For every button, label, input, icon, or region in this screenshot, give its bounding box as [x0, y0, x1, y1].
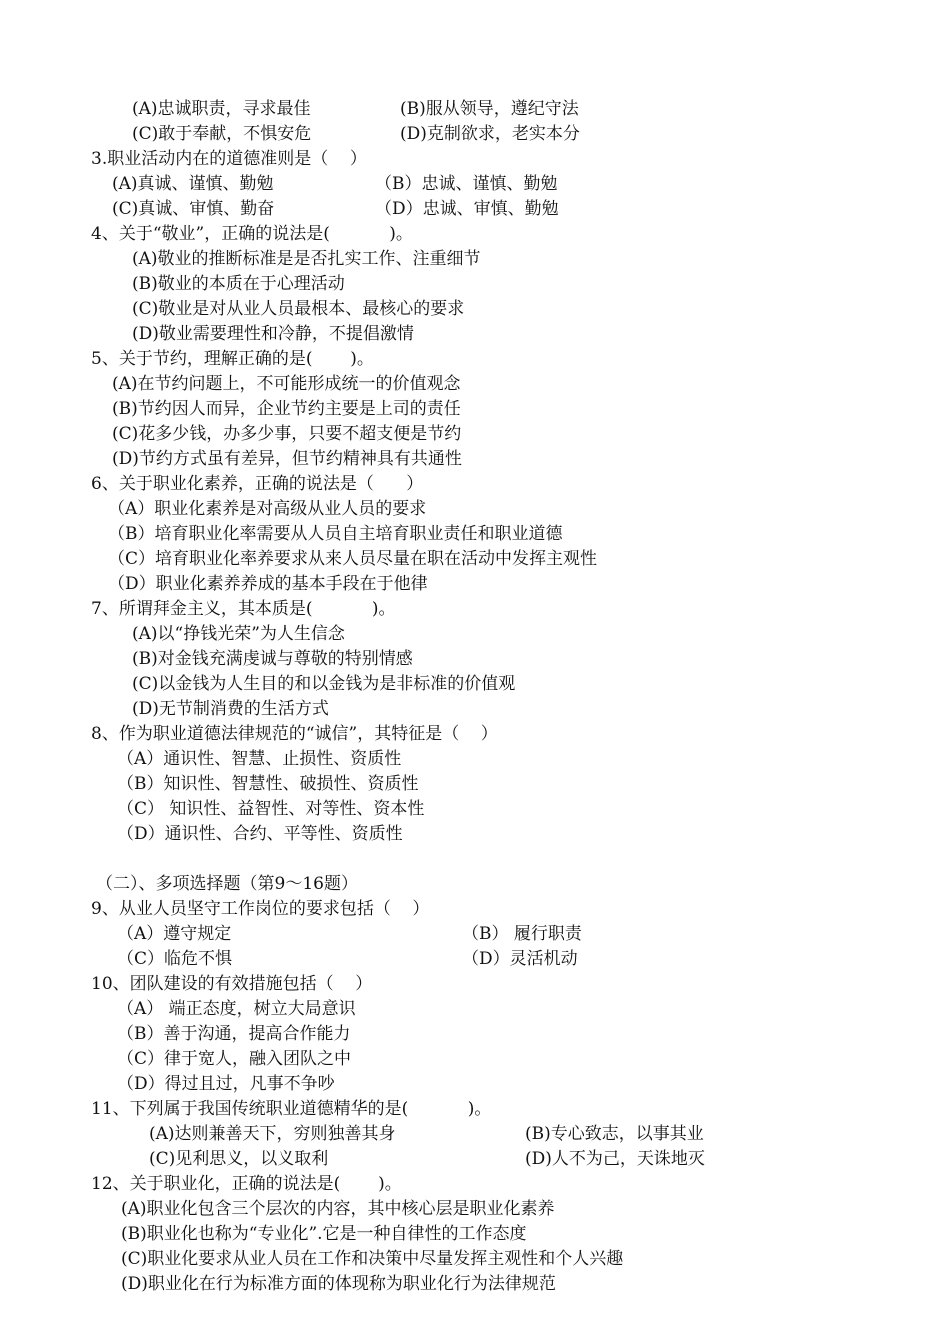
q10-option-a: （A） 端正态度，树立大局意识 — [117, 999, 356, 1019]
q4-option-c: (C)敬业是对从业人员最根本、最核心的要求 — [132, 299, 465, 319]
q2-option-c: (C)敢于奉献，不惧安危 — [132, 124, 312, 144]
q9-option-b: （B） 履行职责 — [462, 924, 582, 944]
q3-option-a: (A)真诚、谨慎、勤勉 — [112, 174, 274, 194]
q10-option-d: （D）得过且过，凡事不争吵 — [117, 1074, 335, 1094]
question-4: 4、关于“敬业”，正确的说法是( )。 — [91, 224, 413, 244]
q12-option-c: (C)职业化要求从业人员在工作和决策中尽量发挥主观性和个人兴趣 — [121, 1249, 624, 1269]
q6-option-d: （D）职业化素养养成的基本手段在于他律 — [108, 574, 428, 594]
question-6: 6、关于职业化素养，正确的说法是（ ） — [91, 474, 424, 494]
question-5: 5、关于节约，理解正确的是( )。 — [91, 349, 374, 369]
q5-option-b: (B)节约因人而异，企业节约主要是上司的责任 — [112, 399, 461, 419]
question-9: 9、从业人员坚守工作岗位的要求包括（ ） — [91, 899, 430, 919]
q12-option-b: (B)职业化也称为“专业化”.它是一种自律性的工作态度 — [121, 1224, 527, 1244]
q6-option-b: （B）培育职业化率需要从人员自主培育职业责任和职业道德 — [108, 524, 563, 544]
q9-option-c: （C）临危不惧 — [117, 949, 233, 969]
q5-option-d: (D)节约方式虽有差异，但节约精神具有共通性 — [112, 449, 462, 469]
q8-option-a: （A）通识性、智慧、止损性、资质性 — [117, 749, 402, 769]
q4-option-a: (A)敬业的推断标准是是否扎实工作、注重细节 — [132, 249, 481, 269]
question-7: 7、所谓拜金主义，其本质是( )。 — [91, 599, 396, 619]
question-11: 11、下列属于我国传统职业道德精华的是( )。 — [91, 1099, 492, 1119]
q7-option-a: (A)以“挣钱光荣”为人生信念 — [132, 624, 345, 644]
q8-option-d: （D）通识性、合约、平等性、资质性 — [117, 824, 403, 844]
q2-option-b: (B)服从领导，遵纪守法 — [400, 99, 579, 119]
question-10: 10、团队建设的有效措施包括（ ） — [91, 974, 373, 994]
q7-option-b: (B)对金钱充满虔诚与尊敬的特别情感 — [132, 649, 413, 669]
q8-option-c: （C） 知识性、益智性、对等性、资本性 — [117, 799, 425, 819]
q2-option-a: (A)忠诚职责，寻求最佳 — [132, 99, 311, 119]
q8-option-b: （B）知识性、智慧性、破损性、资质性 — [117, 774, 419, 794]
q3-option-d: （D）忠诚、审慎、勤勉 — [375, 199, 559, 219]
q11-option-b: (B)专心致志，以事其业 — [525, 1124, 704, 1144]
q6-option-a: （A）职业化素养是对高级从业人员的要求 — [108, 499, 427, 519]
q11-option-c: (C)见利思义，以义取利 — [149, 1149, 329, 1169]
question-3: 3.职业活动内在的道德准则是（ ） — [91, 149, 367, 169]
q12-option-a: (A)职业化包含三个层次的内容，其中核心层是职业化素养 — [121, 1199, 555, 1219]
q10-option-c: （C）律于宽人，融入团队之中 — [117, 1049, 352, 1069]
q6-option-c: （C）培育职业化率养要求从来人员尽量在职在活动中发挥主观性 — [108, 549, 598, 569]
q3-option-b: （B）忠诚、谨慎、勤勉 — [375, 174, 558, 194]
q11-option-d: (D)人不为己，天诛地灭 — [525, 1149, 705, 1169]
q4-option-d: (D)敬业需要理性和冷静，不提倡激情 — [132, 324, 414, 344]
q4-option-b: (B)敬业的本质在于心理活动 — [132, 274, 345, 294]
q3-option-c: (C)真诚、审慎、勤奋 — [112, 199, 275, 219]
q9-option-a: （A）遵守规定 — [117, 924, 232, 944]
question-8: 8、作为职业道德法律规范的“诚信”，其特征是（ ） — [91, 724, 498, 744]
q10-option-b: （B）善于沟通，提高合作能力 — [117, 1024, 351, 1044]
question-12: 12、关于职业化，正确的说法是( )。 — [91, 1174, 402, 1194]
q5-option-a: (A)在节约问题上，不可能形成统一的价值观念 — [112, 374, 461, 394]
q7-option-c: (C)以金钱为人生目的和以金钱为是非标准的价值观 — [132, 674, 516, 694]
q11-option-a: (A)达则兼善天下，穷则独善其身 — [149, 1124, 396, 1144]
q12-option-d: (D)职业化在行为标准方面的体现称为职业化行为法律规范 — [121, 1274, 556, 1294]
q5-option-c: (C)花多少钱，办多少事，只要不超支便是节约 — [112, 424, 462, 444]
q2-option-d: (D)克制欲求，老实本分 — [400, 124, 580, 144]
section-heading-multiple-choice: （二）、多项选择题（第9～16题） — [96, 874, 358, 894]
q7-option-d: (D)无节制消费的生活方式 — [132, 699, 329, 719]
q9-option-d: （D）灵活机动 — [462, 949, 578, 969]
